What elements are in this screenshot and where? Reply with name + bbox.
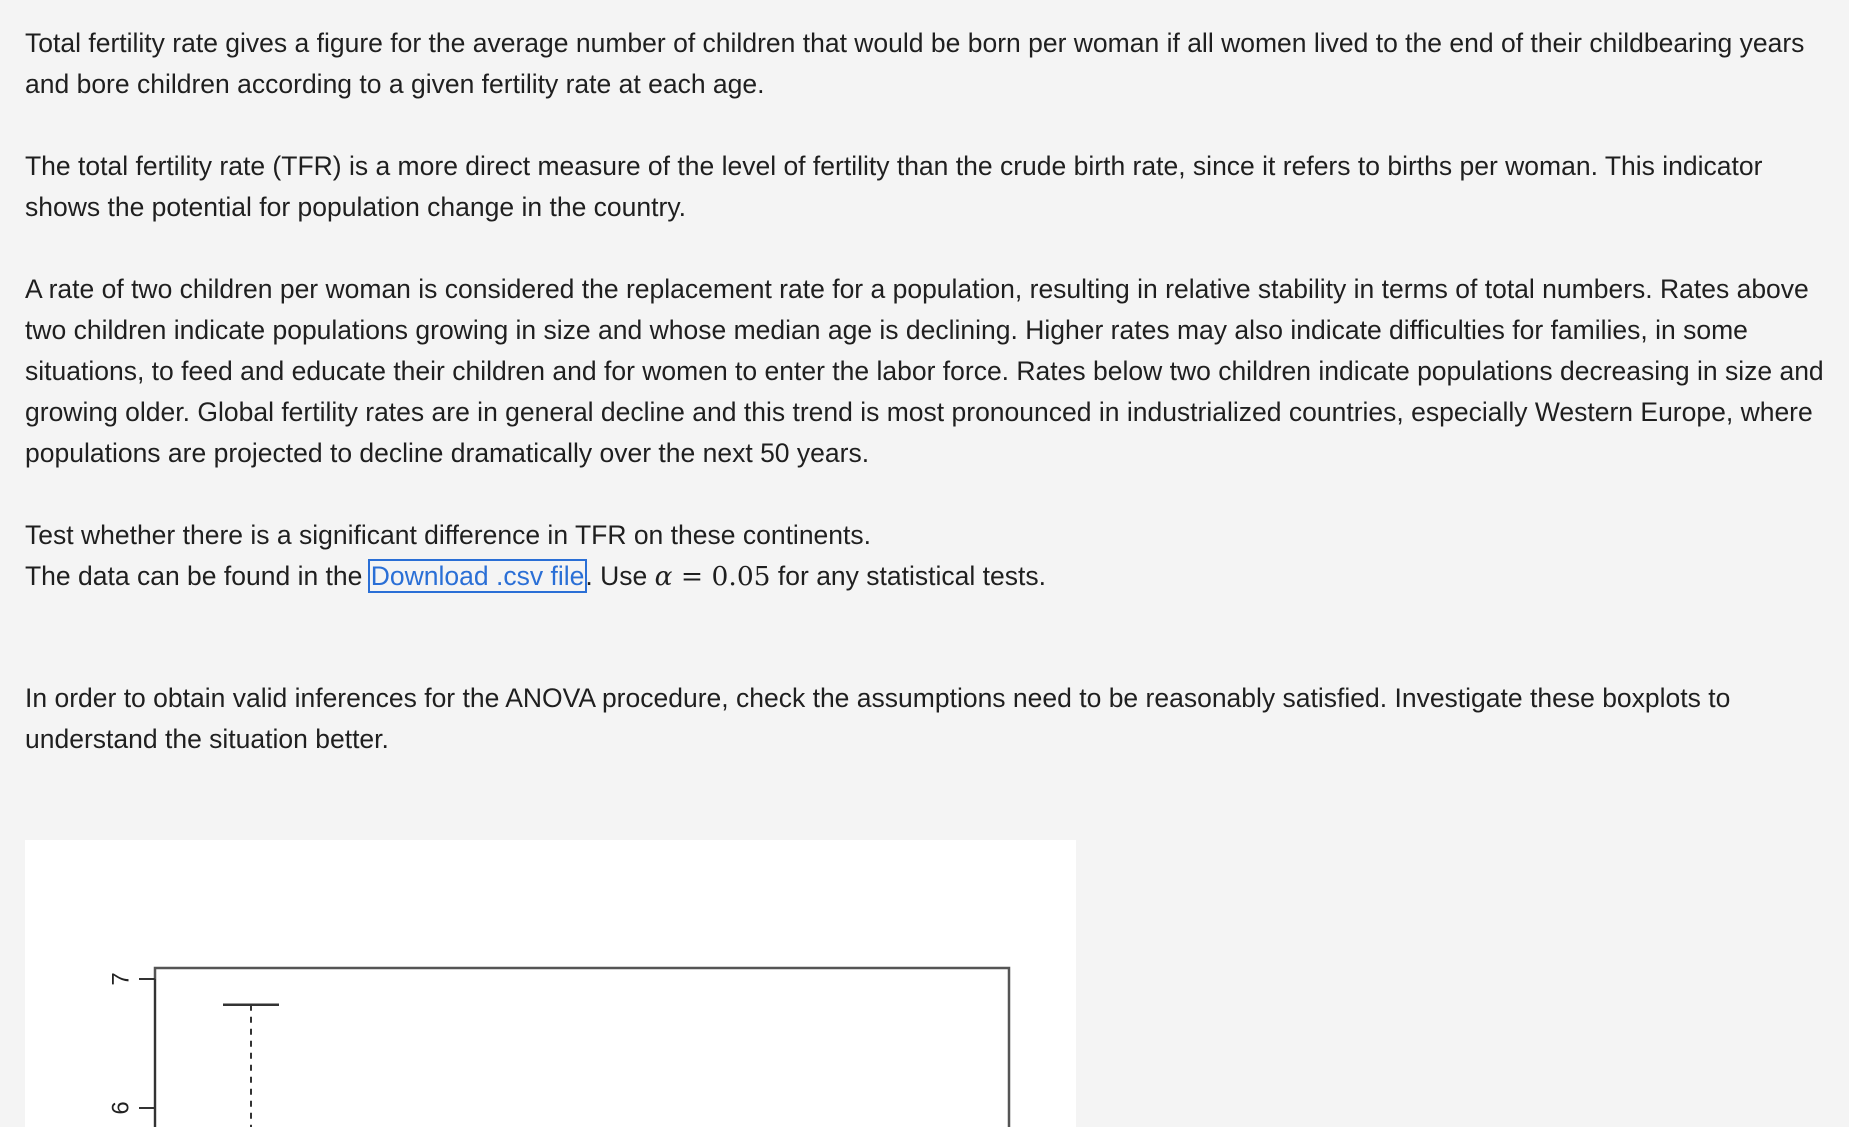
y-axis [108,972,156,1127]
paragraph-test-instruction: Test whether there is a significant difference in TFR on these continents. [25,520,872,550]
paragraph-tfr-measure: The total fertility rate (TFR) is a more direct measure of the level of fertility than the crude birth rate, since it refers to births per woman. This indicator shows the potential for population change in the country. [25,151,1763,222]
alpha-equals: = [672,561,712,592]
spacer [25,597,1830,678]
paragraph-tfr-definition: Total fertility rate gives a figure for the average number of children that would be born per woman if all women lived to the end of their childbearing years and bore children according to a given fertility rate at each age. [25,28,1805,99]
data-source-prefix: The data can be found in the [25,561,370,591]
paragraph-anova-assumptions: In order to obtain valid inferences for the ANOVA procedure, check the assumptions need to be reasonably satisfied. Investigate these boxplots to understand the situation better. [25,683,1731,754]
y-tick-label-7: 7 [107,972,135,986]
alpha-symbol: α [654,561,673,592]
alpha-expression [655,561,771,592]
paragraph-replacement-rate: A rate of two children per woman is considered the replacement rate for a population, resulting in relative stability in terms of total numbers. Rates above two children indicate populations growing in size and whose median age is declining. Higher rates may also indicate difficulties for families, in some situations, to feed and educate their children and for women to enter the labor force. Rates below two children indicate populations decreasing in size and growing older. Global fertility rates are in general decline and this trend is most pronounced in industrialized countries, especially Western Europe, where populations are projected to decline dramatically over the next 50 years. [25,274,1824,468]
boxplot-series [223,1005,279,1127]
data-source-mid: . Use [585,561,655,591]
question-content [25,23,1830,760]
paragraph-data-source [25,556,1830,597]
y-tick-label-6: 6 [107,1101,135,1115]
boxplot-chart [25,840,1076,1127]
boxplot-figure [25,840,1076,1127]
alpha-value: 0.05 [711,561,771,592]
download-csv-link[interactable]: Download .csv file [370,561,585,591]
plot-frame [155,968,1009,1127]
data-source-suffix: for any statistical tests. [770,561,1046,591]
